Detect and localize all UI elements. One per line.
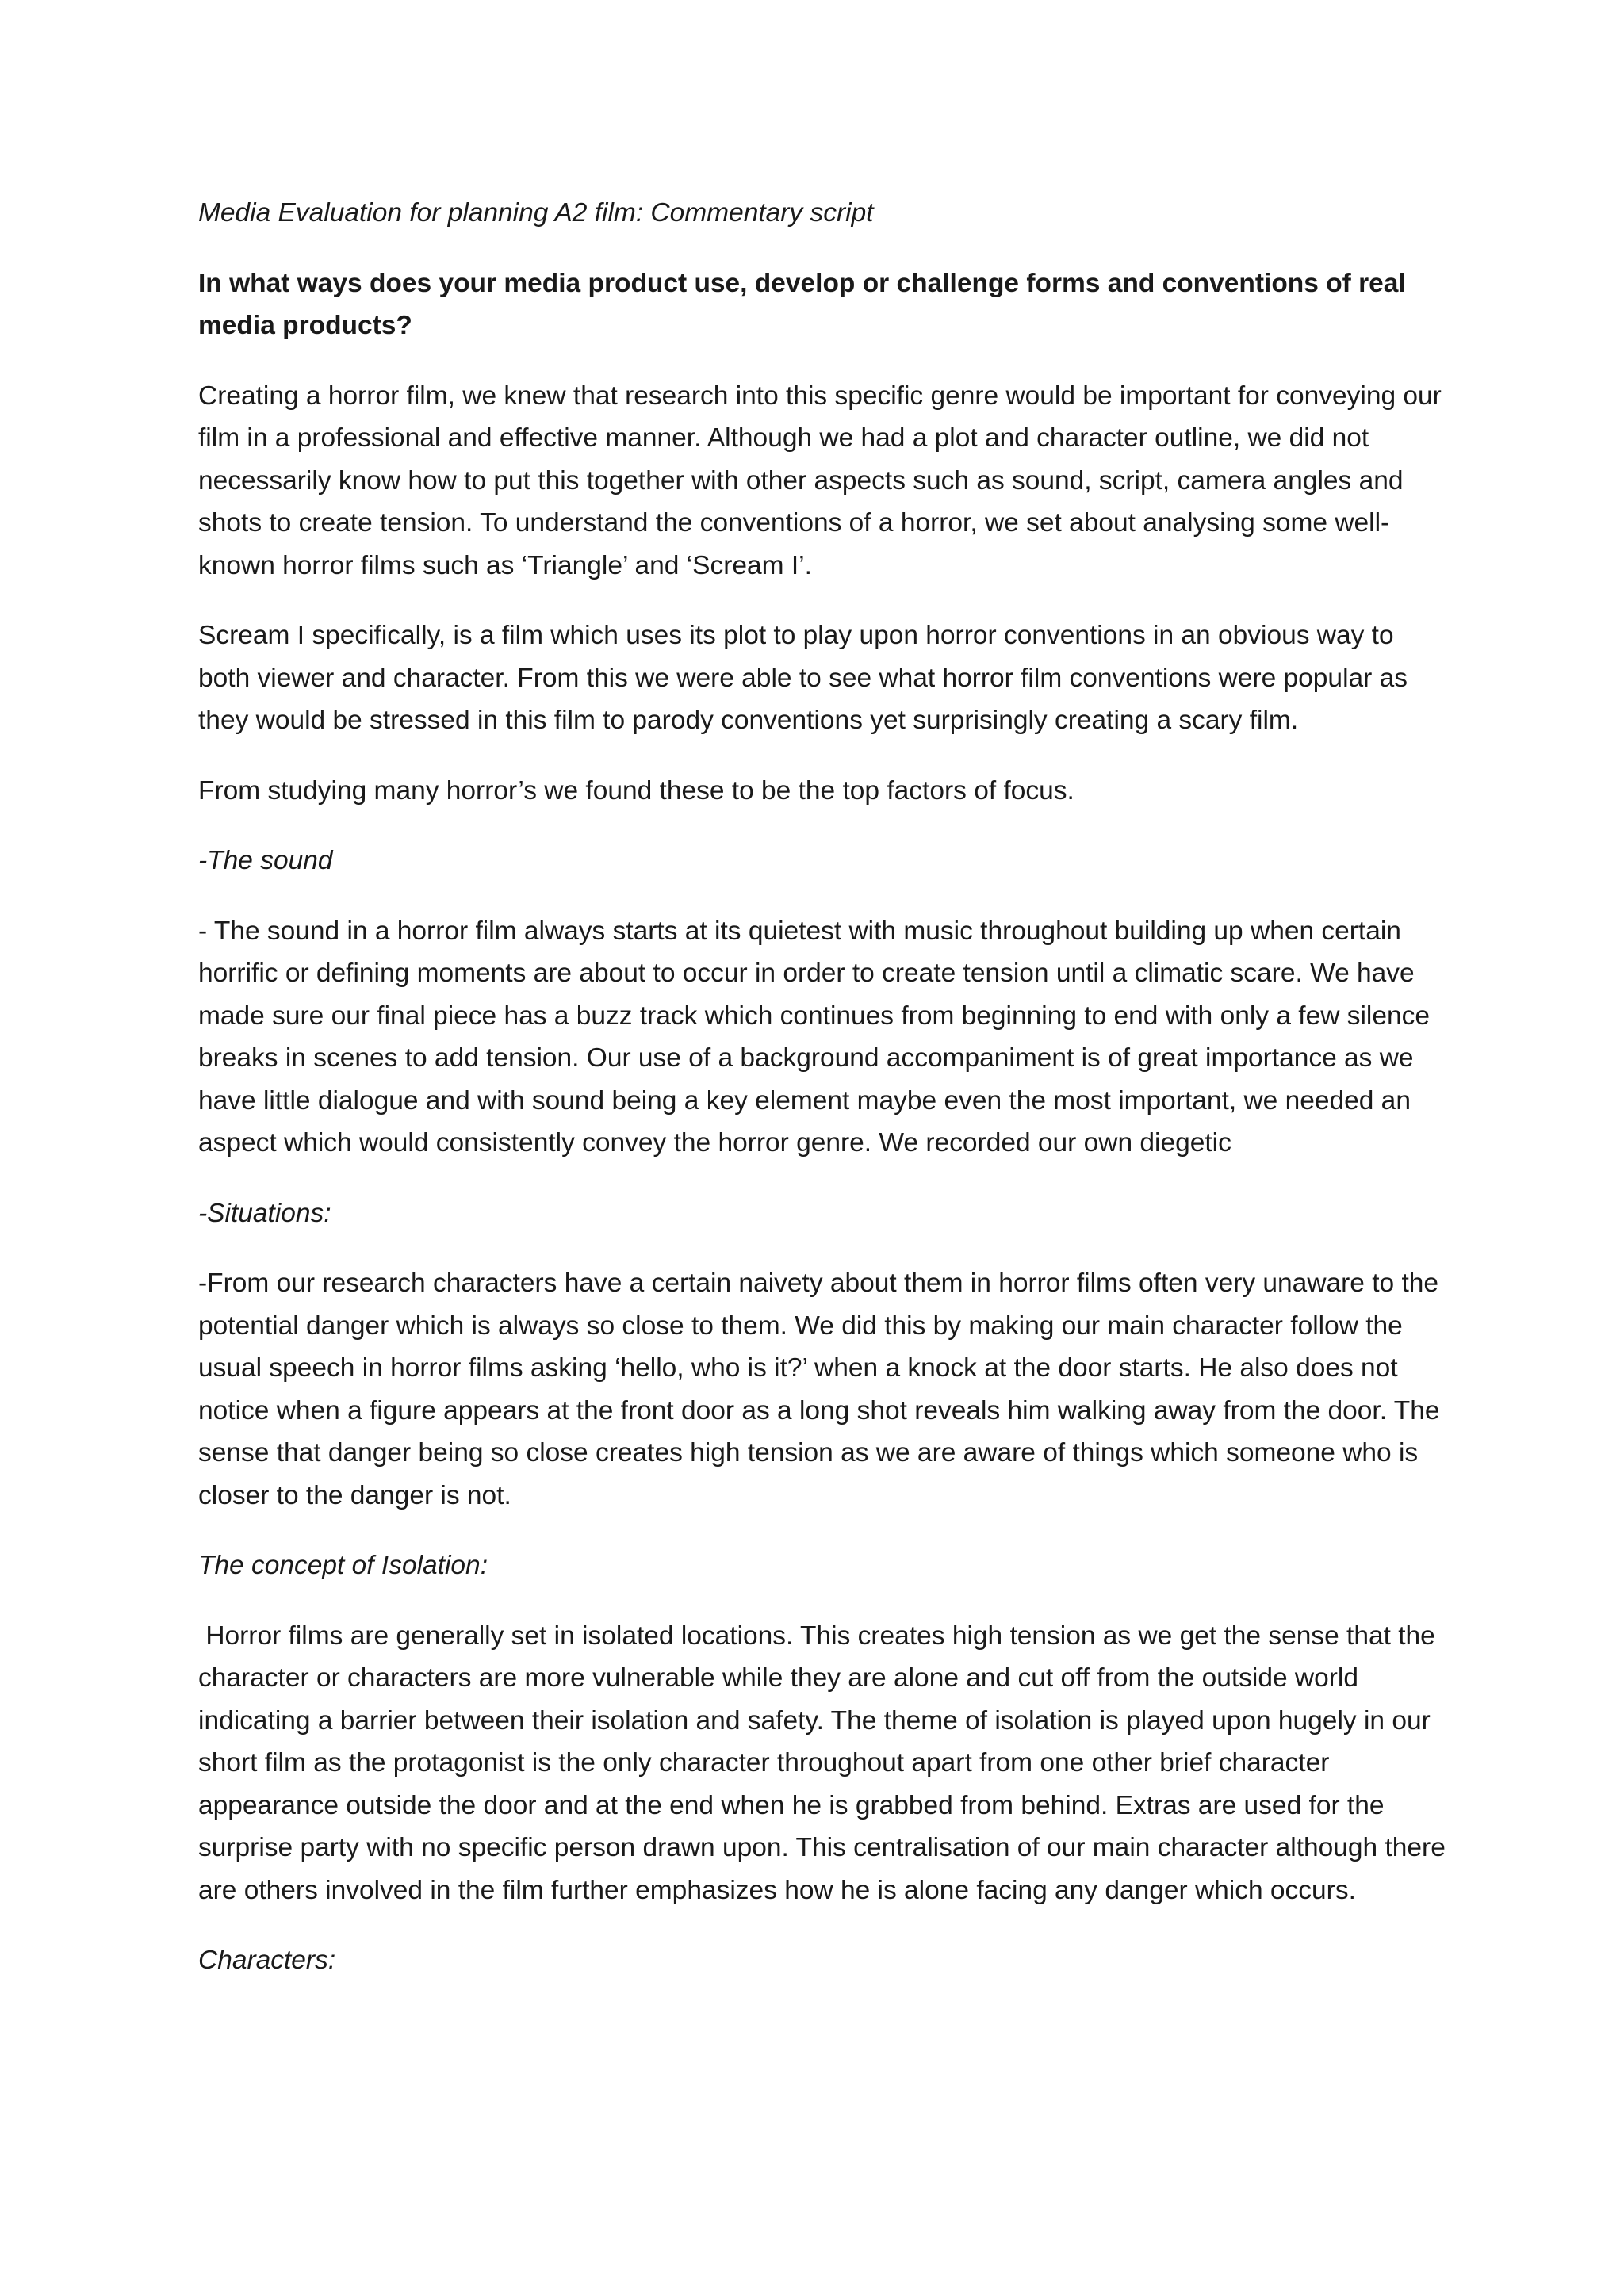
situations-heading: -Situations:: [198, 1198, 331, 1228]
characters-heading: Characters:: [198, 1946, 336, 1975]
sound-heading: -The sound: [198, 846, 333, 875]
sound-paragraph: - The sound in a horror film always starts at its quietest with music throughout building up when certain horrific or defining moments are about to occur in order to create tension until a climatic scare. We have made sure our final piece has a buzz track which continues from beginning to end with only a few silence breaks in scenes to add tension. Our use of a background accompaniment is of great importance as we have little dialogue and with sound being a key element maybe even the most important, we needed an aspect which would consistently convey the horror genre. We recorded our own diegetic: [198, 916, 1431, 1158]
evaluation-question: In what ways does your media product use, develop or challenge forms and conventions of real media products?: [198, 268, 1406, 340]
document-body: [198, 192, 1454, 2010]
intro-paragraph: Creating a horror film, we knew that research into this specific genre would be important for conveying our film in a professional and effective manner. Although we had a plot and character outline, we did not necessarily know how to put this together with other aspects such as sound, script, camera angles and shots to create tension. To understand the conventions of a horror, we set about analysing some well-known horror films such as ‘Triangle’ and ‘Scream I’.: [198, 381, 1442, 580]
isolation-heading: The concept of Isolation:: [198, 1551, 488, 1580]
situations-paragraph: -From our research characters have a certain naivety about them in horror films often very unaware to the potential danger which is always so close to them. We did this by making our main character follow the usual speech in horror films asking ‘hello, who is it?’ when a knock at the door starts. He also does not notice when a figure appears at the front door as a long shot reveals him walking away from the door. The sense that danger being so close creates high tension as we are aware of things which someone who is closer to the danger is not.: [198, 1269, 1440, 1510]
isolation-paragraph: Horror films are generally set in isolated locations. This creates high tension as we get the sense that the character or characters are more vulnerable while they are alone and cut off from the outside world indicating a barrier between their isolation and safety. The theme of isolation is played upon hugely in our short film as the protagonist is the only character throughout apart from one other brief character appearance outside the door and at the end when he is grabbed from behind. Extras are used for the surprise party with no specific person drawn upon. This centralisation of our main character although there are others involved in the film further emphasizes how he is alone facing any danger which occurs.: [198, 1621, 1454, 1905]
factors-paragraph: From studying many horror’s we found these to be the top factors of focus.: [198, 775, 1074, 806]
document-title: Media Evaluation for planning A2 film: Commentary script: [198, 198, 874, 228]
scream-paragraph: Scream I specifically, is a film which uses its plot to play upon horror conventions in an obvious way to both viewer and character. From this we were able to see what horror film conventions were popular as they would be stressed in this film to parody conventions yet surprisingly creating a scary film.: [198, 621, 1408, 735]
